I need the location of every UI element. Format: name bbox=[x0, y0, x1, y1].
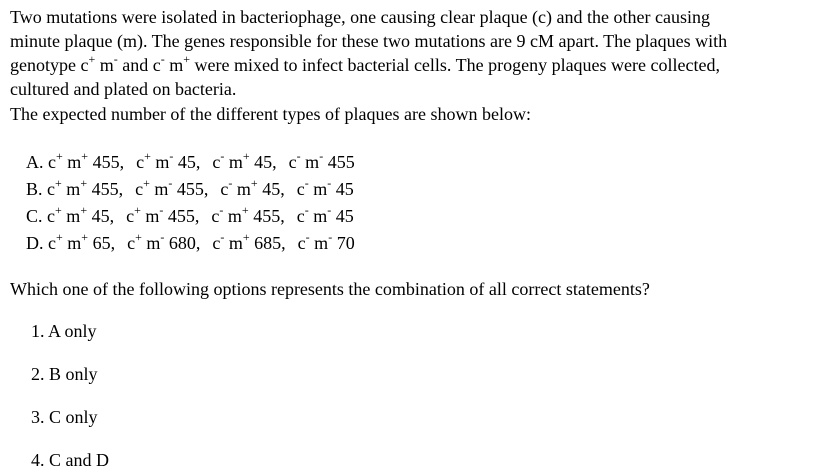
gene-c: c bbox=[297, 233, 306, 253]
gene-m: m bbox=[149, 179, 169, 199]
gene-c: c bbox=[127, 233, 136, 253]
plaque-count: 685 bbox=[249, 233, 282, 253]
m-allele-sign: + bbox=[242, 149, 250, 163]
genotype-entry bbox=[48, 230, 116, 253]
genotype-entry bbox=[220, 176, 285, 199]
gene-m: m bbox=[141, 233, 161, 253]
genotype-entry bbox=[211, 203, 285, 226]
gene-m: m bbox=[150, 152, 170, 172]
option-row bbox=[26, 151, 355, 173]
gene-m: m bbox=[232, 179, 251, 199]
option-row bbox=[26, 205, 354, 227]
gene-m: m bbox=[300, 152, 320, 172]
m-allele-sign: + bbox=[80, 176, 88, 190]
separator: , bbox=[119, 152, 125, 172]
m-allele-sign: - bbox=[168, 176, 173, 190]
option-letter: A. bbox=[26, 152, 48, 172]
genotype-entry bbox=[48, 149, 125, 172]
m-allele-sign: + bbox=[81, 230, 89, 244]
superscript: + bbox=[88, 52, 96, 66]
superscript: - bbox=[160, 52, 165, 66]
m-allele-sign: + bbox=[242, 230, 250, 244]
separator: , bbox=[195, 152, 201, 172]
gene-m: m bbox=[309, 233, 329, 253]
gene-c: c bbox=[288, 152, 297, 172]
gene-c: c bbox=[212, 152, 221, 172]
m-allele-sign: + bbox=[241, 203, 249, 217]
genotype-entry bbox=[127, 230, 201, 253]
m-allele-sign: - bbox=[159, 203, 164, 217]
separator: , bbox=[280, 206, 285, 226]
plaque-count: 455 bbox=[163, 206, 195, 226]
gene-m: m bbox=[62, 152, 82, 172]
plaque-count: 45 bbox=[173, 152, 196, 172]
option-letter: B. bbox=[26, 179, 48, 199]
genotype-entry bbox=[296, 203, 354, 226]
text: and c bbox=[117, 55, 161, 75]
plaque-count: 455 bbox=[172, 179, 204, 199]
plaque-count: 70 bbox=[332, 233, 355, 253]
genotype-entry bbox=[296, 176, 354, 199]
genotype-entry bbox=[212, 230, 286, 253]
gene-c: c bbox=[220, 179, 229, 199]
c-allele-sign: + bbox=[55, 176, 62, 190]
c-allele-sign: + bbox=[134, 203, 141, 217]
gene-m: m bbox=[61, 179, 81, 199]
gene-m: m bbox=[224, 152, 243, 172]
genotype-entry bbox=[135, 176, 209, 199]
plaque-count: 455 bbox=[87, 179, 119, 199]
separator: , bbox=[281, 233, 286, 253]
gene-m: m bbox=[224, 233, 243, 253]
genotype-entry bbox=[47, 203, 115, 226]
separator: , bbox=[118, 179, 124, 199]
gene-c: c bbox=[296, 206, 305, 226]
plaque-count: 45 bbox=[249, 152, 273, 172]
genotype-entry bbox=[126, 203, 200, 226]
gene-m: m bbox=[61, 206, 81, 226]
c-allele-sign: + bbox=[56, 149, 63, 163]
m-allele-sign: - bbox=[327, 176, 332, 190]
plaque-count: 680 bbox=[164, 233, 196, 253]
intro-line: minute plaque (m). The genes responsible for these two mutations are 9 cM apart. The plaques with bbox=[10, 31, 728, 51]
m-allele-sign: - bbox=[327, 203, 332, 217]
c-allele-sign: + bbox=[144, 149, 151, 163]
c-allele-sign: + bbox=[143, 176, 150, 190]
c-allele-sign: - bbox=[220, 230, 225, 244]
option-row bbox=[26, 232, 355, 254]
c-allele-sign: + bbox=[135, 230, 142, 244]
intro-paragraph bbox=[10, 5, 810, 101]
gene-m: m bbox=[308, 206, 328, 226]
answer-choice[interactable]: 2. B only bbox=[31, 364, 98, 384]
m-allele-sign: - bbox=[160, 230, 165, 244]
answer-choice[interactable]: 4. C and D bbox=[31, 450, 109, 470]
intro-line: Two mutations were isolated in bacteriophage, one causing clear plaque (c) and the other causing bbox=[10, 7, 710, 27]
intro-line-genotypes bbox=[10, 53, 810, 77]
genotype-entry bbox=[212, 149, 277, 172]
c-allele-sign: + bbox=[55, 203, 62, 217]
m-allele-sign: + bbox=[81, 149, 89, 163]
gene-c: c bbox=[296, 179, 305, 199]
c-allele-sign: + bbox=[56, 230, 63, 244]
text: m bbox=[95, 55, 114, 75]
superscript: - bbox=[113, 52, 118, 66]
separator: , bbox=[272, 152, 277, 172]
gene-c: c bbox=[126, 206, 135, 226]
superscript: + bbox=[183, 52, 191, 66]
separator: , bbox=[280, 179, 285, 199]
plaque-count: 455 bbox=[248, 206, 281, 226]
gene-m: m bbox=[223, 206, 242, 226]
plaque-count: 65 bbox=[88, 233, 111, 253]
plaque-count: 45 bbox=[257, 179, 281, 199]
m-allele-sign: + bbox=[80, 203, 88, 217]
answer-choice[interactable]: 1. A only bbox=[31, 321, 97, 341]
c-allele-sign: - bbox=[296, 149, 301, 163]
text: were mixed to infect bacterial cells. The progeny plaques were collected, bbox=[190, 55, 720, 75]
gene-c: c bbox=[212, 233, 221, 253]
gene-m: m bbox=[62, 233, 82, 253]
c-allele-sign: - bbox=[305, 230, 310, 244]
gene-c: c bbox=[136, 152, 145, 172]
separator: , bbox=[203, 179, 209, 199]
separator: , bbox=[194, 206, 200, 226]
genotype-entry bbox=[297, 230, 355, 253]
plaque-count: 45 bbox=[331, 206, 354, 226]
m-allele-sign: - bbox=[169, 149, 174, 163]
separator: , bbox=[195, 233, 201, 253]
option-letter: D. bbox=[26, 233, 48, 253]
question-text: Which one of the following options represents the combination of all correct statements? bbox=[10, 279, 650, 299]
c-allele-sign: - bbox=[219, 203, 224, 217]
separator: , bbox=[110, 233, 116, 253]
genotype-entry bbox=[288, 149, 355, 172]
gene-m: m bbox=[308, 179, 328, 199]
option-row bbox=[26, 178, 354, 200]
plaque-count: 455 bbox=[88, 152, 120, 172]
m-allele-sign: - bbox=[328, 230, 333, 244]
text: m bbox=[164, 55, 184, 75]
intro-lead: The expected number of the different types of plaques are shown below: bbox=[10, 104, 531, 124]
gene-c: c bbox=[47, 206, 56, 226]
m-allele-sign: - bbox=[319, 149, 324, 163]
gene-c: c bbox=[47, 179, 56, 199]
text: genotype c bbox=[10, 55, 89, 75]
gene-c: c bbox=[48, 152, 56, 172]
answer-choice[interactable]: 3. C only bbox=[31, 407, 98, 427]
c-allele-sign: - bbox=[228, 176, 233, 190]
genotype-entry bbox=[136, 149, 201, 172]
c-allele-sign: - bbox=[304, 176, 309, 190]
gene-m: m bbox=[140, 206, 160, 226]
plaque-count: 45 bbox=[331, 179, 354, 199]
gene-c: c bbox=[48, 233, 56, 253]
plaque-count: 45 bbox=[87, 206, 110, 226]
c-allele-sign: - bbox=[220, 149, 225, 163]
c-allele-sign: - bbox=[304, 203, 309, 217]
separator: , bbox=[109, 206, 115, 226]
gene-c: c bbox=[135, 179, 144, 199]
intro-line: cultured and plated on bacteria. bbox=[10, 79, 237, 99]
genotype-entry bbox=[47, 176, 124, 199]
m-allele-sign: + bbox=[250, 176, 258, 190]
gene-c: c bbox=[211, 206, 220, 226]
option-letter: C. bbox=[26, 206, 48, 226]
plaque-count: 455 bbox=[323, 152, 355, 172]
